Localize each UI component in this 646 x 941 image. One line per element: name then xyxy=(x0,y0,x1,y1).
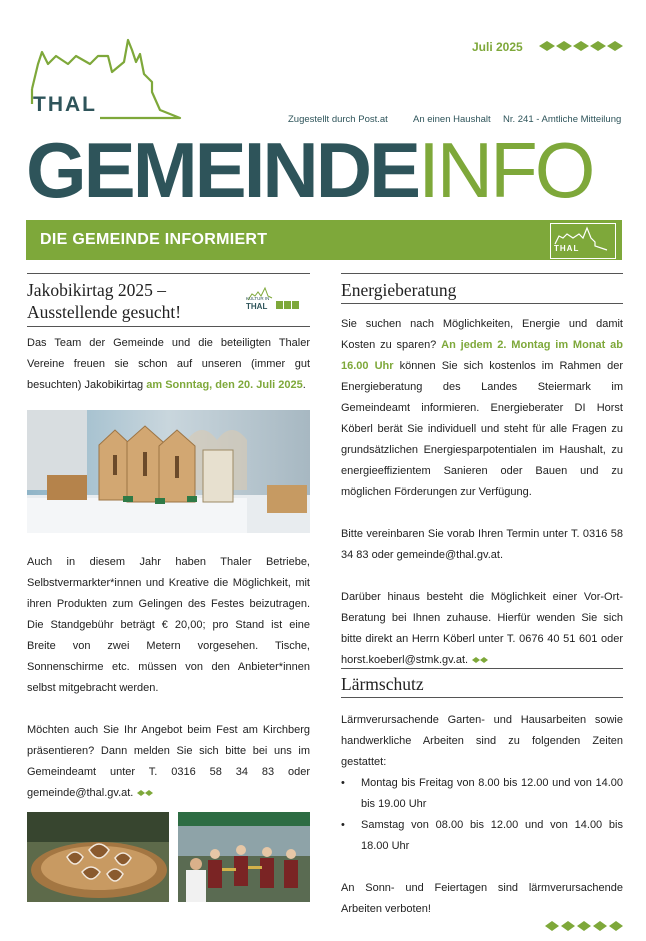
banner-title: DIE GEMEINDE INFORMIERT xyxy=(40,231,268,248)
jakobikirtag-details: Auch in diesem Jahr haben Thaler Betriebe, Selbstvermarkter*innen und Kreative die Möglichkeit, mit ihren Produkten zum Gelingen des Festes beizutragen. Die Standgebühr beträgt € 20,00; pro Stand ist eine Breite von zwei Metern vorgesehen. Tische, Sonnenschirme etc. müssen von den Anbieter*innen selbst mitgebracht werden. Möchten auch Sie Ihr Angebot beim Fest am Kirchberg präsentieren? Dann melden Sie sich bitte bei uns im Gemeindeamt unter T. 0316 58 34 83 oder gemeinde@thal.gv.at. xyxy=(27,556,310,799)
left-heading-rule xyxy=(27,326,310,327)
photo-brass-band xyxy=(178,812,310,902)
list-item: • Montag bis Freitag von 8.00 bis 12.00 und von 14.00 bis 19.00 Uhr xyxy=(361,773,623,815)
noise-top-rule xyxy=(341,668,623,669)
diamond-ornament-icon xyxy=(539,40,625,52)
noise-body: Lärmverursachende Garten- und Hausarbeiten sowie handwerkliche Arbeiten sind zu folgenden Zeiten gestattet: • Montag bis Freitag von 8.00 bis 12.00 und von 14.00 bis 19.00 Uhr • Samstag von 08.00 bis 12.00 und von 14.00 bis 18.00 Uhr An Sonn- und Feiertagen sind lärmverursachende Arbeiten verboten! xyxy=(341,710,623,920)
photo-craft-display xyxy=(27,410,310,533)
jakobikirtag-heading: Jakobikirtag 2025 – Ausstellende gesucht! xyxy=(27,280,182,322)
section-banner xyxy=(26,220,622,260)
masthead-accent: INFO xyxy=(418,126,593,214)
masthead-main: GEMEINDE xyxy=(26,126,419,214)
noise-heading: Lärmschutz xyxy=(341,674,424,694)
end-ornament-icon xyxy=(472,656,488,664)
noise-times-list xyxy=(341,773,623,857)
diamond-ornament-icon xyxy=(545,920,625,932)
kultur-logo-icon xyxy=(246,286,302,316)
list-item: • Samstag von 08.00 bis 12.00 und von 14.00 bis 18.00 Uhr xyxy=(361,815,623,857)
jakobikirtag-intro: Das Team der Gemeinde und die beteiligten Thaler Vereine freuen sie schon auf unseren (immer gut besuchten) Jakobikirtag am Sonntag, den 20. Juli 2025. xyxy=(27,337,310,391)
banner-logo-word: THAL xyxy=(554,244,580,253)
end-ornament-icon xyxy=(137,789,153,797)
energy-time-highlight: An jedem 2. Montag im Monat ab 16.00 Uhr xyxy=(341,339,623,372)
masthead xyxy=(26,127,626,213)
meta-issue-number: Nr. 241 - Amtliche Mitteilung xyxy=(503,114,622,125)
meta-delivery: Zugestellt durch Post.at xyxy=(288,114,388,125)
left-top-rule xyxy=(27,273,310,274)
energy-heading: Energieberatung xyxy=(341,280,457,300)
noise-heading-rule xyxy=(341,697,623,698)
photo-gingerbread xyxy=(27,812,169,902)
energy-body: Sie suchen nach Möglichkeiten, Energie und damit Kosten zu sparen? An jedem 2. Montag im Monat ab 16.00 Uhr können Sie sich kostenlos im Rahmen der Energieberatung des Landes Steiermark im Gemeindeamt informieren. Energieberater DI Horst Köberl berät Sie individuell und steht für alle Fragen zu grundsätzlichen Energiesparpotentialen im Haushalt, zu energieeffizientem Sanieren oder Bauen und zu möglichen Förderungen zur Verfügung. Bitte vereinbaren Sie vorab Ihren Termin unter T. 0316 58 34 83 oder gemeinde@thal.gv.at. Darüber hinaus besteht die Möglichkeit einer Vor-Ort-Beratung bei Ihnen zuhause. Hierfür wenden Sie sich bitte direkt an Herrn Köberl unter T. 0676 40 51 601 oder horst.koeberl@stmk.gv.at. xyxy=(341,318,623,666)
logo-wordmark: THAL xyxy=(33,93,97,116)
right-top-rule xyxy=(341,273,623,274)
issue-date: Juli 2025 xyxy=(472,40,523,54)
energy-heading-rule xyxy=(341,303,623,304)
banner-logo xyxy=(550,223,616,259)
meta-recipient: An einen Haushalt xyxy=(413,114,491,125)
event-date-highlight: am Sonntag, den 20. Juli 2025 xyxy=(146,379,303,391)
kultur-badge: KULTUR IN THAL xyxy=(246,286,302,316)
